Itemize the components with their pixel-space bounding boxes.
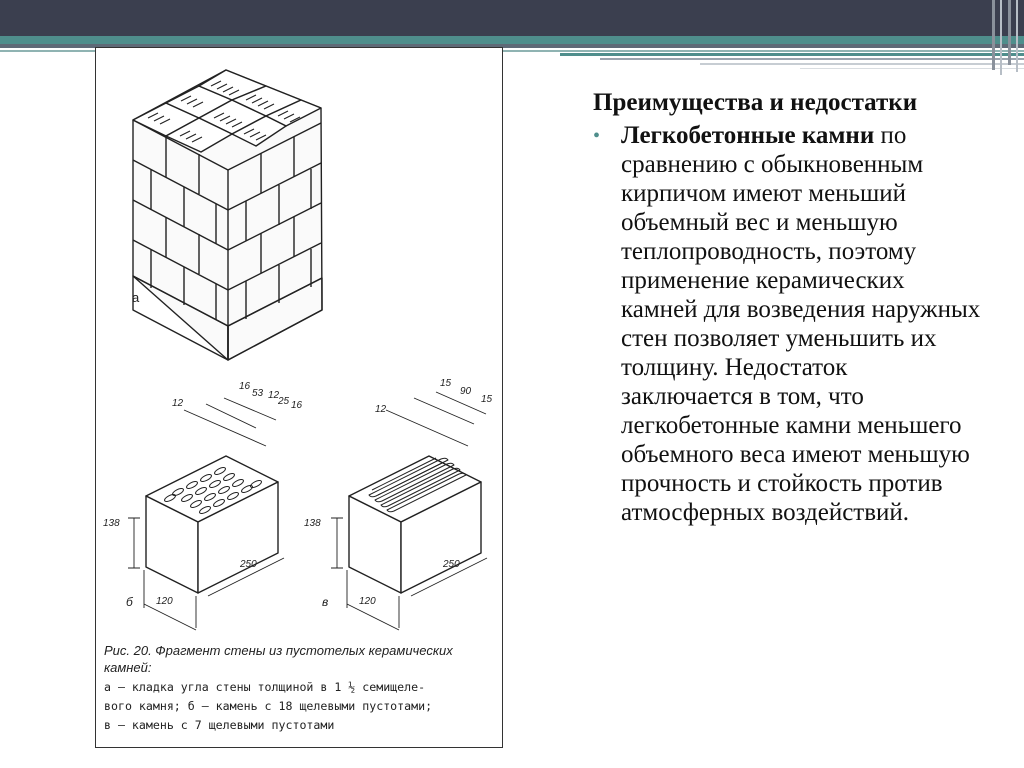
bullet-text: [621, 121, 981, 527]
dim-v-15a: 15: [440, 378, 452, 389]
stone-7-slots-drawing: [331, 392, 487, 630]
dim-b-120: 120: [156, 596, 173, 607]
figure-caption: [104, 642, 496, 735]
slide-text-block: [593, 88, 993, 527]
dim-b-12: 12: [172, 398, 184, 409]
dim-b-25: 25: [278, 396, 290, 407]
masonry-drawing: [96, 48, 502, 638]
dim-v-15b: 15: [481, 394, 493, 405]
dim-b-12b: 12: [268, 390, 280, 401]
dim-v-120: 120: [359, 596, 376, 607]
dim-b-16a: 16: [239, 381, 251, 392]
dim-b-53: 53: [252, 388, 264, 399]
dim-b-138: 138: [103, 518, 120, 529]
bullet-item: [593, 121, 993, 527]
bullet-bold-term: Легкобетонные камни: [621, 122, 875, 149]
stone-18-slots-drawing: [128, 398, 284, 630]
wall-corner-drawing: [132, 70, 322, 360]
dim-v-138: 138: [304, 518, 321, 529]
bullet-dot-icon: •: [593, 125, 601, 147]
caption-line: а – кладка угла стены толщиной в 1 ½ семищеле-: [104, 680, 426, 694]
caption-line: вого камня; б – камень с 18 щелевыми пустотами;: [104, 699, 433, 713]
dim-b-16b: 16: [291, 400, 303, 411]
slide-title: Преимущества и недостатки: [593, 89, 918, 116]
header-bar: [0, 0, 1024, 36]
dim-v-12: 12: [375, 404, 387, 415]
caption-title: Рис. 20. Фрагмент стены из пустотелых керамических камней:: [104, 643, 453, 675]
dim-b-250: 250: [240, 559, 257, 570]
caption-line: в – камень с 7 щелевыми пустотами: [104, 718, 335, 732]
label-b: б: [126, 595, 133, 609]
bullet-body-text: по сравнению с обыкновенным кирпичом имеют меньший объемный вес и меньшую теплопроводность, поэтому применение керамических камней для возведения наружных стен позволяет уменьшить их толщину. Недостаток заключается в том, что легкобетонные камни меньшего объемного веса имеют меньшую прочность и стойкость против атмосферных воздействий.: [621, 122, 981, 526]
label-a: а: [132, 290, 140, 305]
corner-decoration: [984, 0, 1024, 80]
dim-v-90: 90: [460, 386, 472, 397]
accent-band: [0, 36, 1024, 44]
label-v: в: [322, 595, 329, 609]
dim-v-250: 250: [443, 559, 460, 570]
figure-panel: [95, 47, 503, 748]
